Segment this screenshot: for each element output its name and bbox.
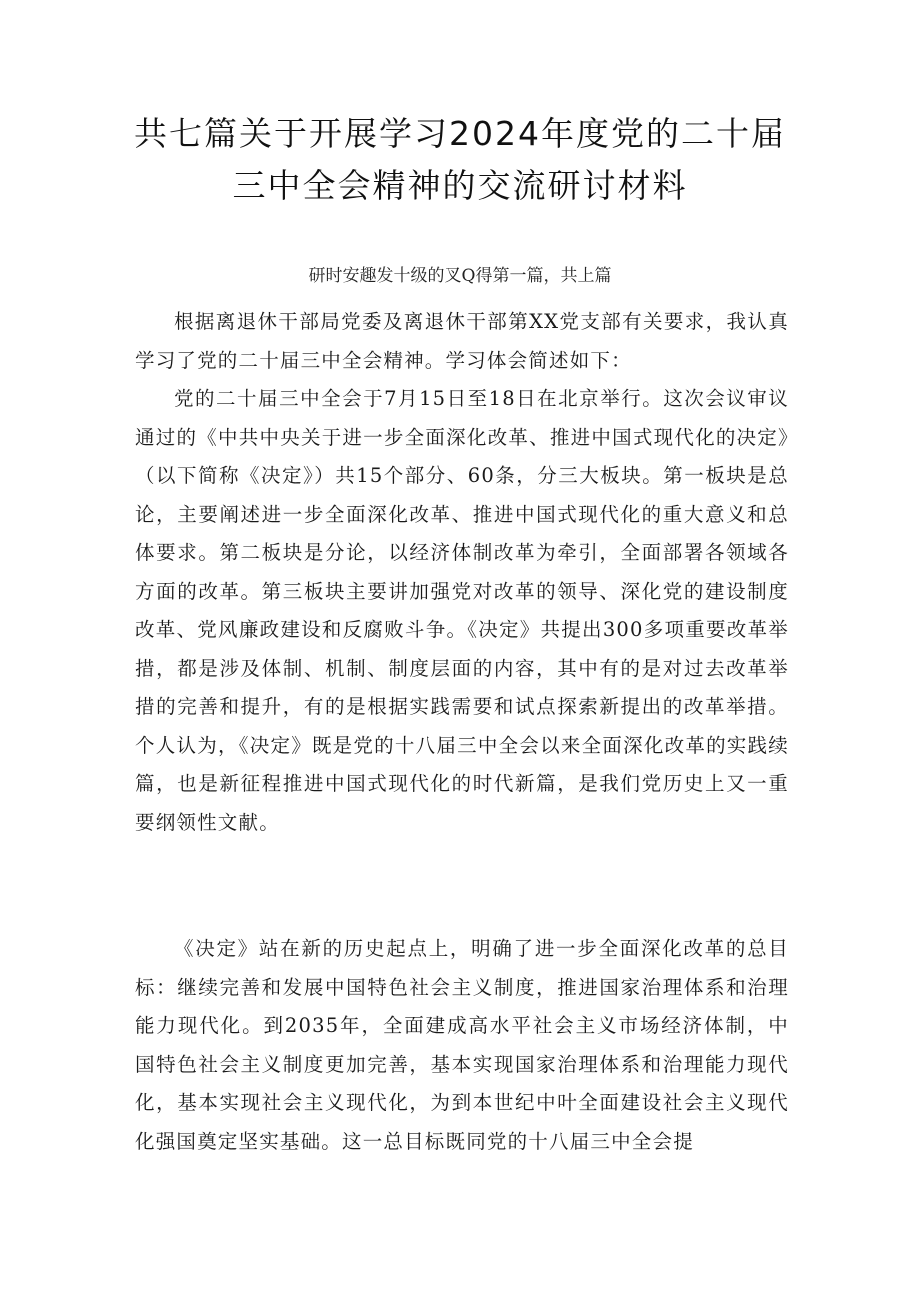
document-title-line-2: 三中全会精神的交流研讨材料: [232, 166, 688, 205]
document-title-line-1: 共七篇关于开展学习2024年度党的二十届: [134, 114, 786, 153]
paragraph-1: 根据离退休干部局党委及离退休干部第XX党支部有关要求，我认真学习了党的二十届三中全会精神。学习体会简述如下：: [135, 310, 789, 372]
paragraph-3: 《决定》站在新的历史起点上，明确了进一步全面深化改革的总目标：继续完善和发展中国特色社会主义制度，推进国家治理体系和治理能力现代化。到2035年，全面建成高水平社会主义市场经济体制，中国特色社会主义制度更加完善，基本实现国家治理体系和治理能力现代化，基本实现社会主义现代化，为到本世纪中叶全面建设社会主义现代化强国奠定坚实基础。这一总目标既同党的十八届三中全会提: [135, 937, 789, 1153]
document-subtitle: 研时安趣发十级的叉Q得第一篇，共上篇: [308, 266, 612, 286]
paragraph-2: 党的二十届三中全会于7月15日至18日在北京举行。这次会议审议通过的《中共中央关于进一步全面深化改革、推进中国式现代化的决定》（以下简称《决定》）共15个部分、60条，分三大板块。第一板块是总论，主要阐述进一步全面深化改革、推进中国式现代化的重大意义和总体要求。第二板块是分论，以经济体制改革为牵引，全面部署各领域各方面的改革。第三板块主要讲加强党对改革的领导、深化党的建设制度改革、党风廉政建设和反腐败斗争。《决定》共提出300多项重要改革举措，都是涉及体制、机制、制度层面的内容，其中有的是对过去改革举措的完善和提升，有的是根据实践需要和试点探索新提出的改革举措。个人认为，《决定》既是党的十八届三中全会以来全面深化改革的实践续篇，也是新征程推进中国式现代化的时代新篇，是我们党历史上又一重要纲领性文献。: [135, 387, 789, 834]
